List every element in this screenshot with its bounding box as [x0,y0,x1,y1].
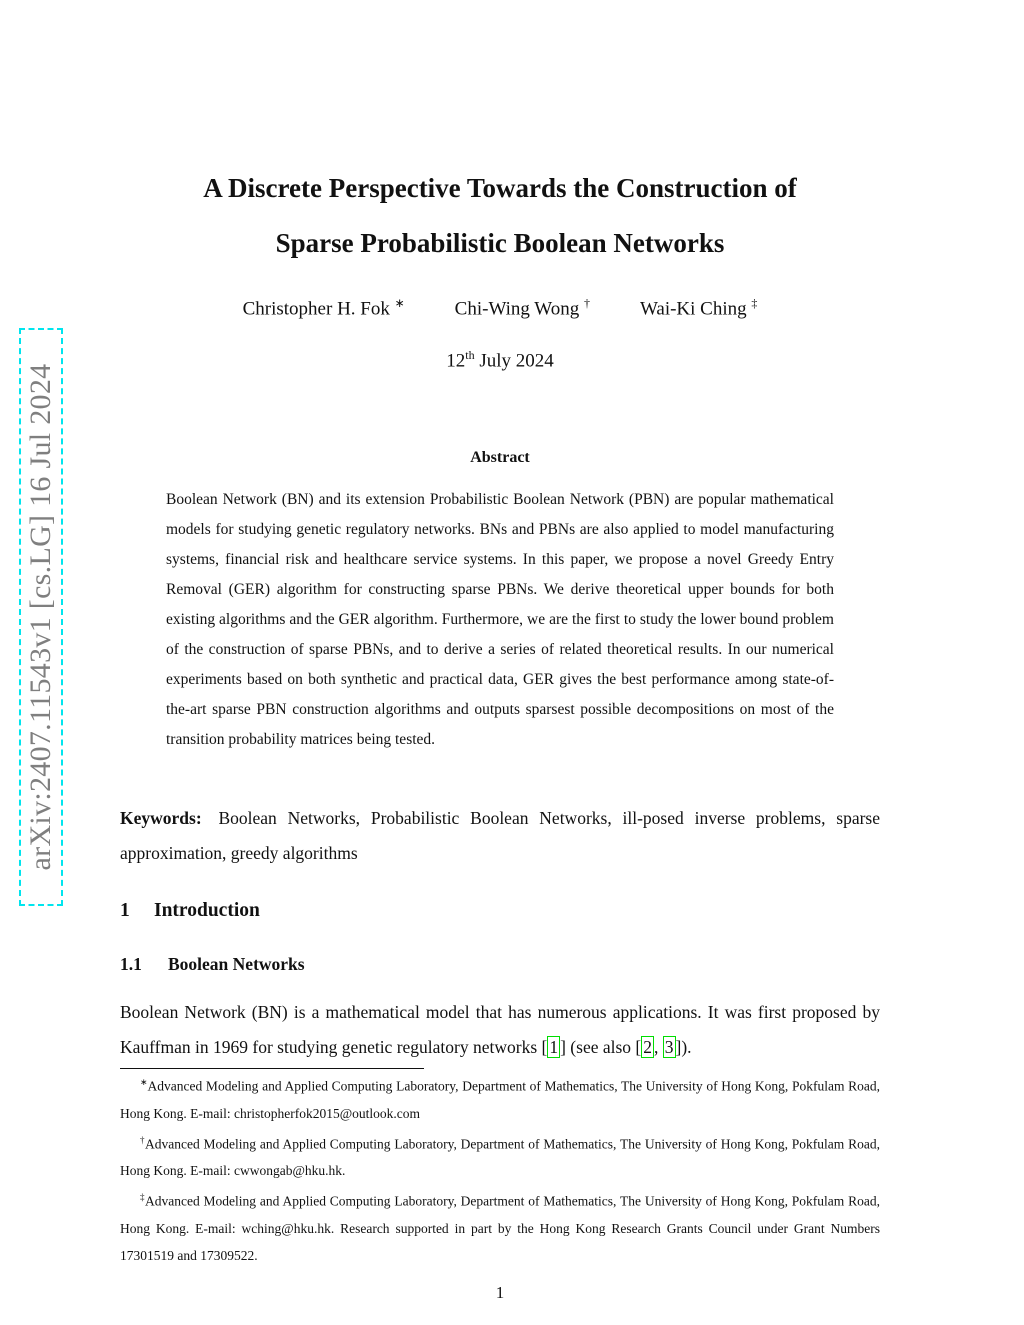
footnote-text: Advanced Modeling and Applied Computing Laboratory, Department of Mathematics, The University of Hong Kong, Pokfulam Road, Hong Kong. E-mail: cwwongab@hku.hk. [120,1136,880,1178]
footnotes [120,1069,880,1269]
page-number: 1 [495,1283,505,1302]
section-heading-introduction [120,900,260,922]
publication-date [120,348,880,372]
footnote-mark: † [140,1134,145,1145]
author-list [120,296,880,320]
author-name: Christopher H. Fok [242,298,390,320]
subsection-number: 1.1 [120,954,142,974]
keywords-text: Boolean Networks, Probabilistic Boolean Networks, ill-posed inverse problems, sparse approximation, greedy algorithms [120,808,880,863]
footnote-mark: ∗ [140,1077,148,1087]
date-day: 12 [446,350,466,372]
footnote-2 [120,1127,880,1185]
date-suffix: th [465,348,475,362]
section-number: 1 [120,900,130,921]
abstract-text: Boolean Network (BN) and its extension Probabilistic Boolean Network (PBN) are popular mathematical models for studying genetic regulatory networks. BNs and PBNs are also applied to model manufacturing systems, financial risk and healthcare service systems. In this paper, we propose a novel Greedy Entry Removal (GER) algorithm for constructing sparse PBNs. We derive theoretical upper bounds for both existing algorithms and the GER algorithm. Furthermore, we are the first to study the lower bound problem of the construction of sparse PBNs, and to derive a series of related theoretical results. In our numerical experiments based on both synthetic and practical data, GER gives the best performance among state-of-the-art sparse PBN construction algorithms and outputs sparsest possible decompositions on most of the transition probability matrices being tested. [166,491,834,748]
footnote-text: Advanced Modeling and Applied Computing Laboratory, Department of Mathematics, The University of Hong Kong, Pokfulam Road, Hong Kong. E-mail: christopherfok2015@outlook.com [120,1078,880,1121]
subsection-title: Boolean Networks [168,954,305,974]
footnote-text: Advanced Modeling and Applied Computing Laboratory, Department of Mathematics, The University of Hong Kong, Pokfulam Road, Hong Kong. E-mail: wching@hku.hk. Research supported in part by the Hong Kong Research Grants Council under Grant Numbers 17301519 and 17309522. [120,1193,880,1263]
author-name: Chi-Wing Wong [454,298,580,320]
abstract-heading: Abstract [470,449,530,466]
paragraph-text: Boolean Network (BN) is a mathematical model that has numerous applications. It was first proposed by Kauffman in 1969 for studying genetic regulatory networks [ [120,1002,880,1057]
keywords [120,801,880,871]
footnote-mark: ‡ [140,1192,145,1202]
section-title: Introduction [154,900,260,921]
keywords-label: Keywords: [120,808,202,828]
subsection-heading-boolean-networks [120,954,305,975]
citation-link-3[interactable]: 3 [664,1037,674,1057]
citation-link-2[interactable]: 2 [643,1037,653,1057]
intro-paragraph [120,995,880,1065]
author-3 [640,296,757,320]
author-footnote-mark[interactable]: ∗ [394,296,405,310]
citation-link-1[interactable]: 1 [549,1037,559,1057]
footnote-3 [120,1184,880,1269]
author-1 [243,296,405,320]
citation-separator: , [654,1037,663,1057]
author-footnote-mark[interactable]: ‡ [751,296,758,310]
author-footnote-mark[interactable]: † [583,296,590,310]
date-rest: July 2024 [479,350,554,372]
arxiv-stamp [19,328,63,906]
paragraph-text: ] (see also [ [560,1037,642,1057]
author-2 [455,296,590,320]
footnote-1 [120,1069,880,1127]
paper-title [120,161,880,271]
paragraph-text: ]). [675,1037,692,1057]
arxiv-stamp-text: arXiv:2407.11543v1 [cs.LG] 16 Jul 2024 [24,363,57,871]
title-line-1: A Discrete Perspective Towards the Construction of [203,173,797,203]
title-line-2: Sparse Probabilistic Boolean Networks [275,228,725,258]
author-name: Wai-Ki Ching [639,298,747,320]
